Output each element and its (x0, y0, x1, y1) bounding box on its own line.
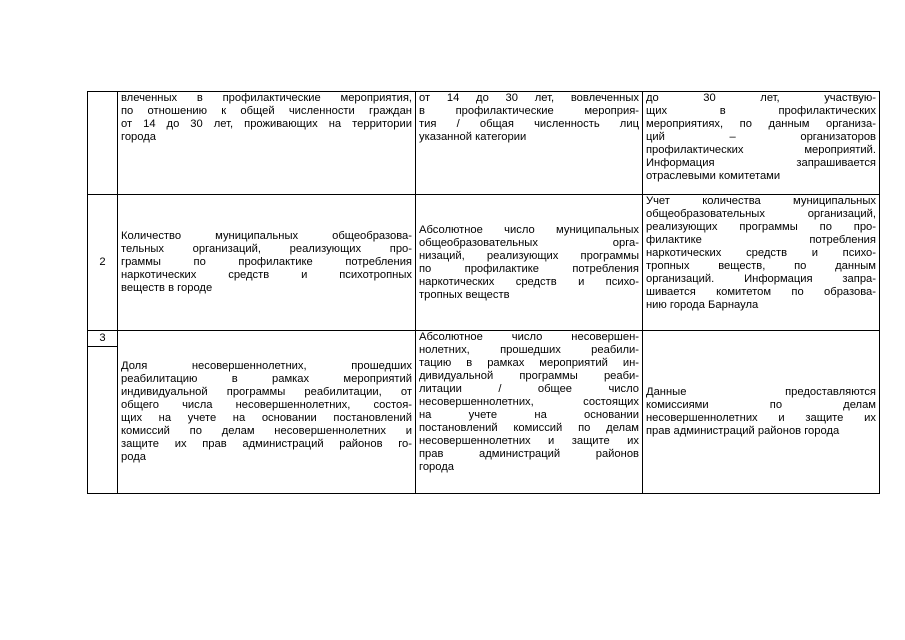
cell-text-line: общего числа несовершеннолетних, состоя- (121, 399, 412, 411)
cell-text-line: ций – организаторов (646, 131, 876, 143)
cell-text-line: постановлений комиссий по делам (419, 422, 639, 434)
cell-text-line: профилактических мероприятий. (646, 144, 876, 156)
cell-text-line: тропных веществ (419, 288, 510, 301)
cell-text-line: города (419, 461, 455, 473)
cell-text-line: по профилактике потребления (419, 262, 639, 275)
calculation-method-cell (416, 331, 643, 494)
cell-text-line: филактике потребления (646, 234, 876, 246)
cell-text-line: Абсолютное число несовершен- (419, 331, 639, 343)
row-number: 3 (88, 331, 118, 347)
cell-text-line: нолетних, прошедших реабили- (419, 344, 639, 356)
cell-text-line: низаций, реализующих программы (419, 249, 639, 262)
cell-text-line: тия / общая численность лиц (419, 118, 639, 130)
indicator-name-cell (118, 195, 416, 331)
cell-text-line: до 30 лет, участвую- (646, 92, 876, 104)
data-source-cell (643, 331, 880, 494)
cell-text-line: Количество муниципальных общеобразова- (121, 230, 412, 242)
data-source-cell (643, 92, 880, 195)
cell-text-line: Абсолютное число муниципальных (419, 223, 639, 236)
cell-text-line: щих на учете на основании постановлений (121, 412, 412, 424)
cell-text-line: Информация запрашивается (646, 157, 876, 169)
row-number-empty (88, 347, 118, 494)
data-source-cell (643, 195, 880, 331)
cell-text-line: мероприятиях, по данным организа- (646, 118, 876, 130)
cell-text-line: тельных организаций, реализующих про- (121, 243, 412, 255)
cell-text-line: тропных веществ, по данным (646, 260, 876, 272)
cell-text-line: влеченных в профилактические мероприятия, (121, 92, 412, 104)
cell-text-line: несовершеннолетних, состоящих (419, 396, 639, 408)
cell-text-line: наркотических средств и психотропных (121, 269, 412, 281)
cell-text-line: дивидуальной программы реаби- (419, 370, 639, 382)
cell-text-line: на учете на основании (419, 409, 639, 421)
indicators-table (87, 91, 880, 494)
table-row (88, 195, 880, 331)
cell-text-line: комиссий по делам несовершеннолетних и (121, 425, 412, 437)
cell-text-line: рода (121, 451, 146, 463)
cell-text-line: щих в профилактических (646, 105, 876, 117)
cell-text-line: прав администраций районов (419, 448, 639, 460)
cell-text-line: от 14 до 30 лет, проживающих на территории (121, 118, 412, 130)
indicator-name-cell (118, 331, 416, 494)
cell-text-line: прав администраций районов города (646, 425, 840, 437)
cell-text-line: шивается комитетом по образова- (646, 286, 876, 298)
cell-text-line: отраслевыми комитетами (646, 170, 781, 182)
cell-text-line: нию города Барнаула (646, 299, 759, 311)
cell-text-line: общеобразовательных орга- (419, 236, 639, 249)
cell-text-line: реабилитацию в рамках мероприятий (121, 373, 412, 385)
table-row (88, 92, 880, 195)
table-row (88, 331, 880, 347)
indicator-name-cell (118, 92, 416, 195)
cell-text-line: Учет количества муниципальных (646, 195, 876, 207)
cell-text-line: реализующих программы по про- (646, 221, 876, 233)
cell-text-line: защите их прав администраций районов го- (121, 438, 412, 450)
cell-text-line: наркотических средств и психо- (419, 275, 639, 288)
cell-text-line: в профилактические мероприя- (419, 105, 639, 117)
cell-text-line: несовершеннолетних и защите их (419, 435, 639, 447)
row-number: 2 (88, 195, 118, 331)
cell-text-line: индивидуальной программы реабилитации, от (121, 386, 412, 398)
cell-text-line: от 14 до 30 лет, вовлеченных (419, 92, 639, 104)
cell-text-line: литации / общее число (419, 383, 639, 395)
cell-text-line: общеобразовательных организаций, (646, 208, 876, 220)
row-number (88, 92, 118, 195)
cell-text-line: по отношению к общей численности граждан (121, 105, 412, 117)
cell-text-line: организаций. Информация запра- (646, 273, 876, 285)
cell-text-line: указанной категории (419, 131, 527, 143)
cell-text-line: города (121, 131, 157, 143)
cell-text-line: веществ в городе (121, 282, 213, 294)
cell-text-line: Доля несовершеннолетних, прошедших (121, 360, 412, 372)
calculation-method-cell (416, 92, 643, 195)
cell-text-line: граммы по профилактике потребления (121, 256, 412, 268)
cell-text-line: несовершеннолетних и защите их (646, 412, 876, 424)
cell-text-line: наркотических средств и психо- (646, 247, 876, 259)
cell-text-line: Данные предоставляются (646, 386, 876, 398)
calculation-method-cell (416, 195, 643, 331)
cell-text-line: тацию в рамках мероприятий ин- (419, 357, 639, 369)
cell-text-line: комиссиями по делам (646, 399, 876, 411)
